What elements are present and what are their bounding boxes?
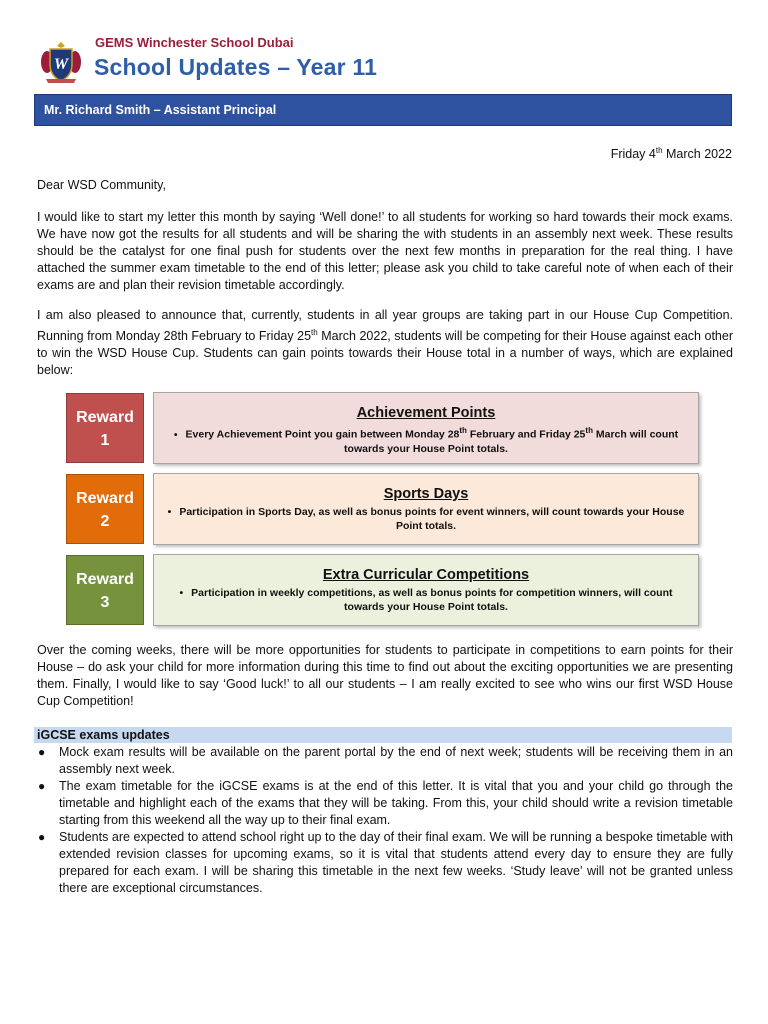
svg-text:W: W [53,56,69,73]
bullet-icon: ● [38,779,46,793]
letter-date: Friday 4th March 2022 [610,146,732,162]
page-title: School Updates – Year 11 [94,54,378,80]
reward-1-title: Achievement Points [356,405,496,421]
igcse-heading: iGCSE exams updates [37,728,170,742]
school-name: GEMS Winchester School Dubai [95,35,294,50]
list-item: ● Students are expected to attend school right up to the day of their final exam. We will be running a bespoke timetable with extended revision classes for upcoming exams, so it is vital that students attend every day to ensure they are fully prepared for each exam. I will be sharing this timetable in the next few weeks. ‘Study leave’ will not be granted unless there are exceptional circumstances. [38,830,733,895]
reward-2-title: Sports Days [383,486,469,502]
reward-3-box [153,554,699,626]
reward-3-title: Extra Curricular Competitions [322,567,530,583]
reward-3-description: • Participation in weekly competitions, as well as bonus points for competition winners, will count towards your House Point totals. [179,587,673,613]
reward-1-description: • Every Achievement Point you gain between Monday 28th February and Friday 25th March will count towards your House Point totals. [173,426,679,455]
paragraph-house-cup: I am also pleased to announce that, currently, students in all year groups are taking part in our House Cup Competition. Running from Monday 28th February to Friday 25th March 2022, students will be competing for their House against each other to win the WSD House Cup. Students can gain points towards their House total in a number of ways, which are explained below: [37,308,733,378]
paragraph-closing: Over the coming weeks, there will be more opportunities for students to participate in competitions to earn points for their House – do ask your child for more information during this time to find out about the exciting opportunities we are presenting them. Finally, I would like to say ‘Good luck!’ to all our students – I am really excited to see who wins our first WSD House Cup Competition! [37,643,733,708]
school-crest-icon [38,38,84,84]
bullet-icon: ● [38,745,46,759]
reward-1-label: Reward 1 [66,393,144,463]
bullet-icon: ● [38,830,46,844]
greeting: Dear WSD Community, [37,178,166,192]
list-item: ● The exam timetable for the iGCSE exams is at the end of this letter. It is vital that you and your child go through the timetable and highlight each of the exams that they will be taking. From this, your child should write a revision timetable starting from this weekend all the way up to their final exam. [38,779,733,827]
author-banner [34,94,732,126]
reward-1-box [153,392,699,464]
reward-2-label: Reward 2 [66,474,144,544]
author-name: Mr. Richard Smith – Assistant Principal [44,103,277,117]
reward-2-box [153,473,699,545]
list-item: ● Mock exam results will be available on the parent portal by the end of next week; students will be receiving them in an assembly next week. [38,745,733,776]
igcse-bullet-list [37,744,733,897]
reward-3-label: Reward 3 [66,555,144,625]
paragraph-mock-exams: I would like to start my letter this month by saying ‘Well done!’ to all students for working so hard towards their mock exams. We have now got the results for all students and will be sharing the with students in an assembly next week. These results should be the catalyst for one final push for students over the next few months in preparation for the real thing. I have attached the summer exam timetable to the end of this letter; please ask you child to take careful note of when each of their exams are and plan their revision timetable accordingly. [37,210,733,292]
reward-2-description: • Participation in Sports Day, as well as bonus points for event winners, will count towards your House Point totals. [167,506,685,532]
igcse-section-header [34,727,732,743]
